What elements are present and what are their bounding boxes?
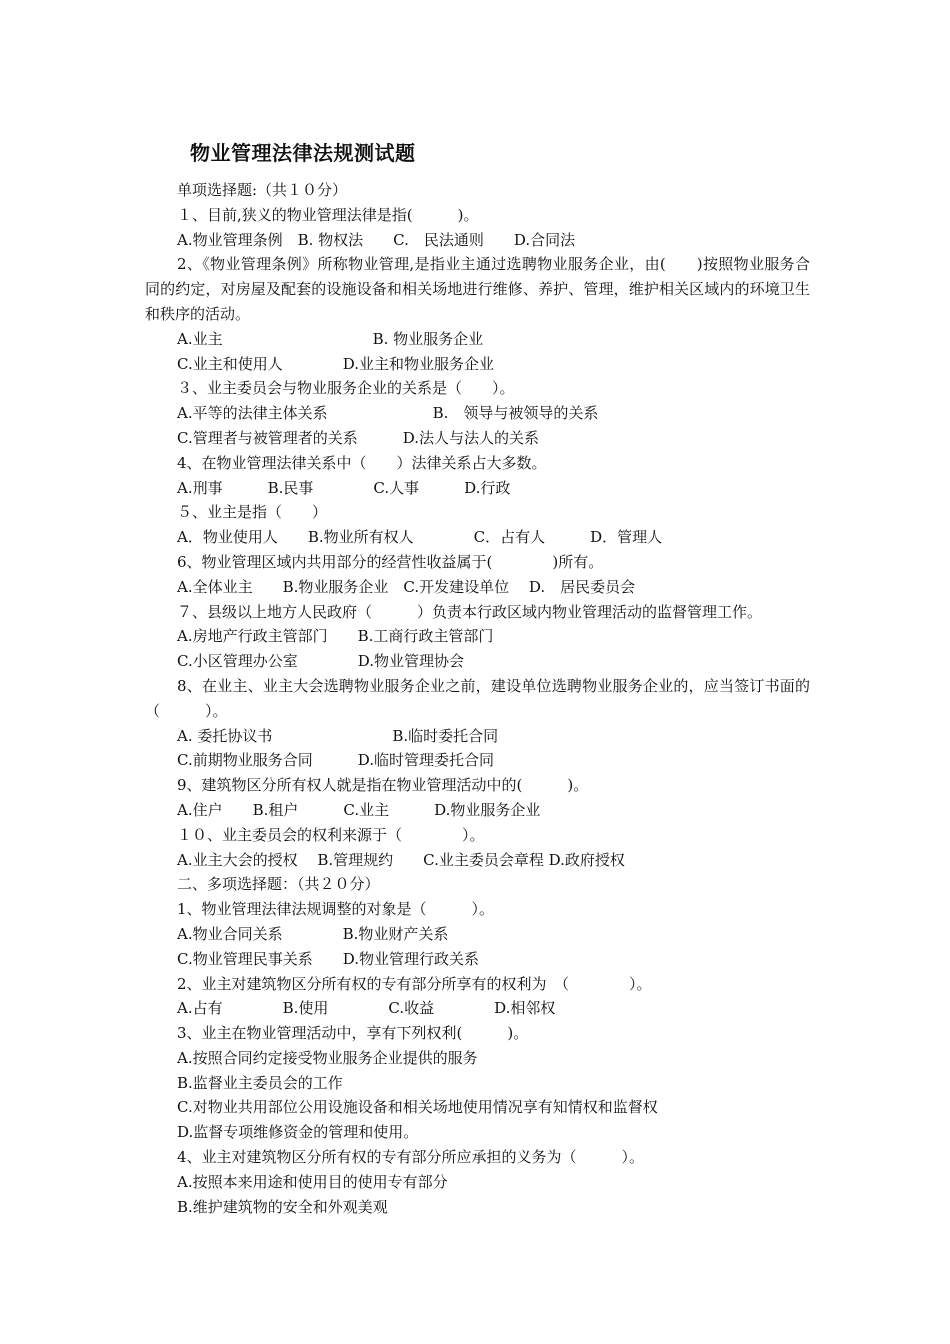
multi-question-1-stem: 1、物业管理法律法规调整的对象是（ ）。 (177, 900, 495, 919)
multi-question-3-option-d: D.监督专项维修资金的管理和使用。 (177, 1123, 419, 1142)
multi-question-3-option-b: B.监督业主委员会的工作 (177, 1073, 343, 1092)
question-8-options-line-2: C.前期物业服务合同 D.临时管理委托合同 (177, 751, 494, 770)
question-10-stem: １０、业主委员会的权利来源于（ ）。 (177, 825, 485, 844)
question-7-stem: ７、县级以上地方人民政府（ ）负责本行政区域内物业管理活动的监督管理工作。 (177, 602, 763, 621)
question-7-options-line-2: C.小区管理办公室 D.物业管理协会 (177, 652, 464, 671)
question-1-stem: １、目前,狭义的物业管理法律是指( )。 (177, 205, 479, 224)
question-2-options-line-2: C.业主和使用人 D.业主和物业服务企业 (177, 354, 494, 373)
multi-question-4-option-a: A.按照本来用途和使用目的使用专有部分 (177, 1172, 448, 1191)
question-9-options: A.住户 B.租户 C.业主 D.物业服务企业 (177, 800, 541, 819)
document-body (145, 178, 810, 1219)
question-5-stem: ５、业主是指（ ） (177, 503, 328, 522)
section-heading-single-choice: 单项选择题:（共１０分） (177, 181, 348, 199)
multi-question-4-option-b: B.维护建筑物的安全和外观美观 (177, 1197, 388, 1216)
multi-question-3-option-c: C.对物业共用部位公用设施设备和相关场地使用情况享有知情权和监督权 (177, 1098, 658, 1117)
question-6-options: A.全体业主 B.物业服务企业 C.开发建设单位 D. 居民委员会 (177, 577, 636, 596)
question-10-options: A.业主大会的授权 B.管理规约 C.业主委员会章程 D.政府授权 (177, 850, 625, 869)
question-7-options-line-1: A.房地产行政主管部门 B.工商行政主管部门 (177, 627, 494, 646)
question-6-stem: 6、物业管理区域内共用部分的经营性收益属于( )所有。 (177, 552, 604, 571)
question-8-options-line-1: A. 委托协议书 B.临时委托合同 (177, 726, 499, 745)
question-8-stem: 8、在业主、业主大会选聘物业服务企业之前，建设单位选聘物业服务企业的，应当签订书面的（ ）。 (145, 676, 810, 720)
question-4-stem: 4、在物业管理法律关系中（ ）法律关系占大多数。 (177, 453, 547, 472)
section-heading-multiple-choice: 二、多项选择题：（共２０分） (177, 875, 380, 894)
question-2-stem: 2、《物业管理条例》所称物业管理,是指业主通过选聘物业服务企业，由( )按照物业服务合同的约定，对房屋及配套的设施设备和相关场地进行维修、养护、管理，维护相关区域内的环境卫生和秩序的活动。 (145, 255, 810, 323)
question-4-options: A.刑事 B.民事 C.人事 D.行政 (177, 478, 511, 497)
multi-question-3-option-a: A.按照合同约定接受物业服务企业提供的服务 (177, 1048, 478, 1067)
multi-question-2-stem: 2、业主对建筑物区分所有权的专有部分所享有的权利为 （ ）。 (177, 974, 652, 993)
question-9-stem: 9、建筑物区分所有权人就是指在物业管理活动中的( )。 (177, 776, 589, 795)
multi-question-1-options-line-1: A.物业合同关系 B.物业财产关系 (177, 924, 449, 943)
multi-question-3-stem: 3、业主在物业管理活动中，享有下列权利( )。 (177, 1024, 529, 1043)
multi-question-2-options: A.占有 B.使用 C.收益 D.相邻权 (177, 999, 556, 1018)
question-2-options-line-1: A.业主 B. 物业服务企业 (177, 329, 484, 348)
question-3-options-line-1: A.平等的法律主体关系 B. 领导与被领导的关系 (177, 404, 599, 423)
multi-question-1-options-line-2: C.物业管理民事关系 D.物业管理行政关系 (177, 949, 479, 968)
question-5-options: A．物业使用人 B.物业所有权人 C．占有人 D．管理人 (177, 528, 663, 547)
question-3-stem: ３、业主委员会与物业服务企业的关系是（ ）。 (177, 379, 515, 398)
question-1-options: A.物业管理条例 B. 物权法 C. 民法通则 D.合同法 (177, 230, 576, 249)
document-title: 物业管理法律法规测试题 (190, 141, 416, 165)
question-3-options-line-2: C.管理者与被管理者的关系 D.法人与法人的关系 (177, 428, 539, 447)
multi-question-4-stem: 4、业主对建筑物区分所有权的专有部分所应承担的义务为（ ）。 (177, 1148, 645, 1167)
